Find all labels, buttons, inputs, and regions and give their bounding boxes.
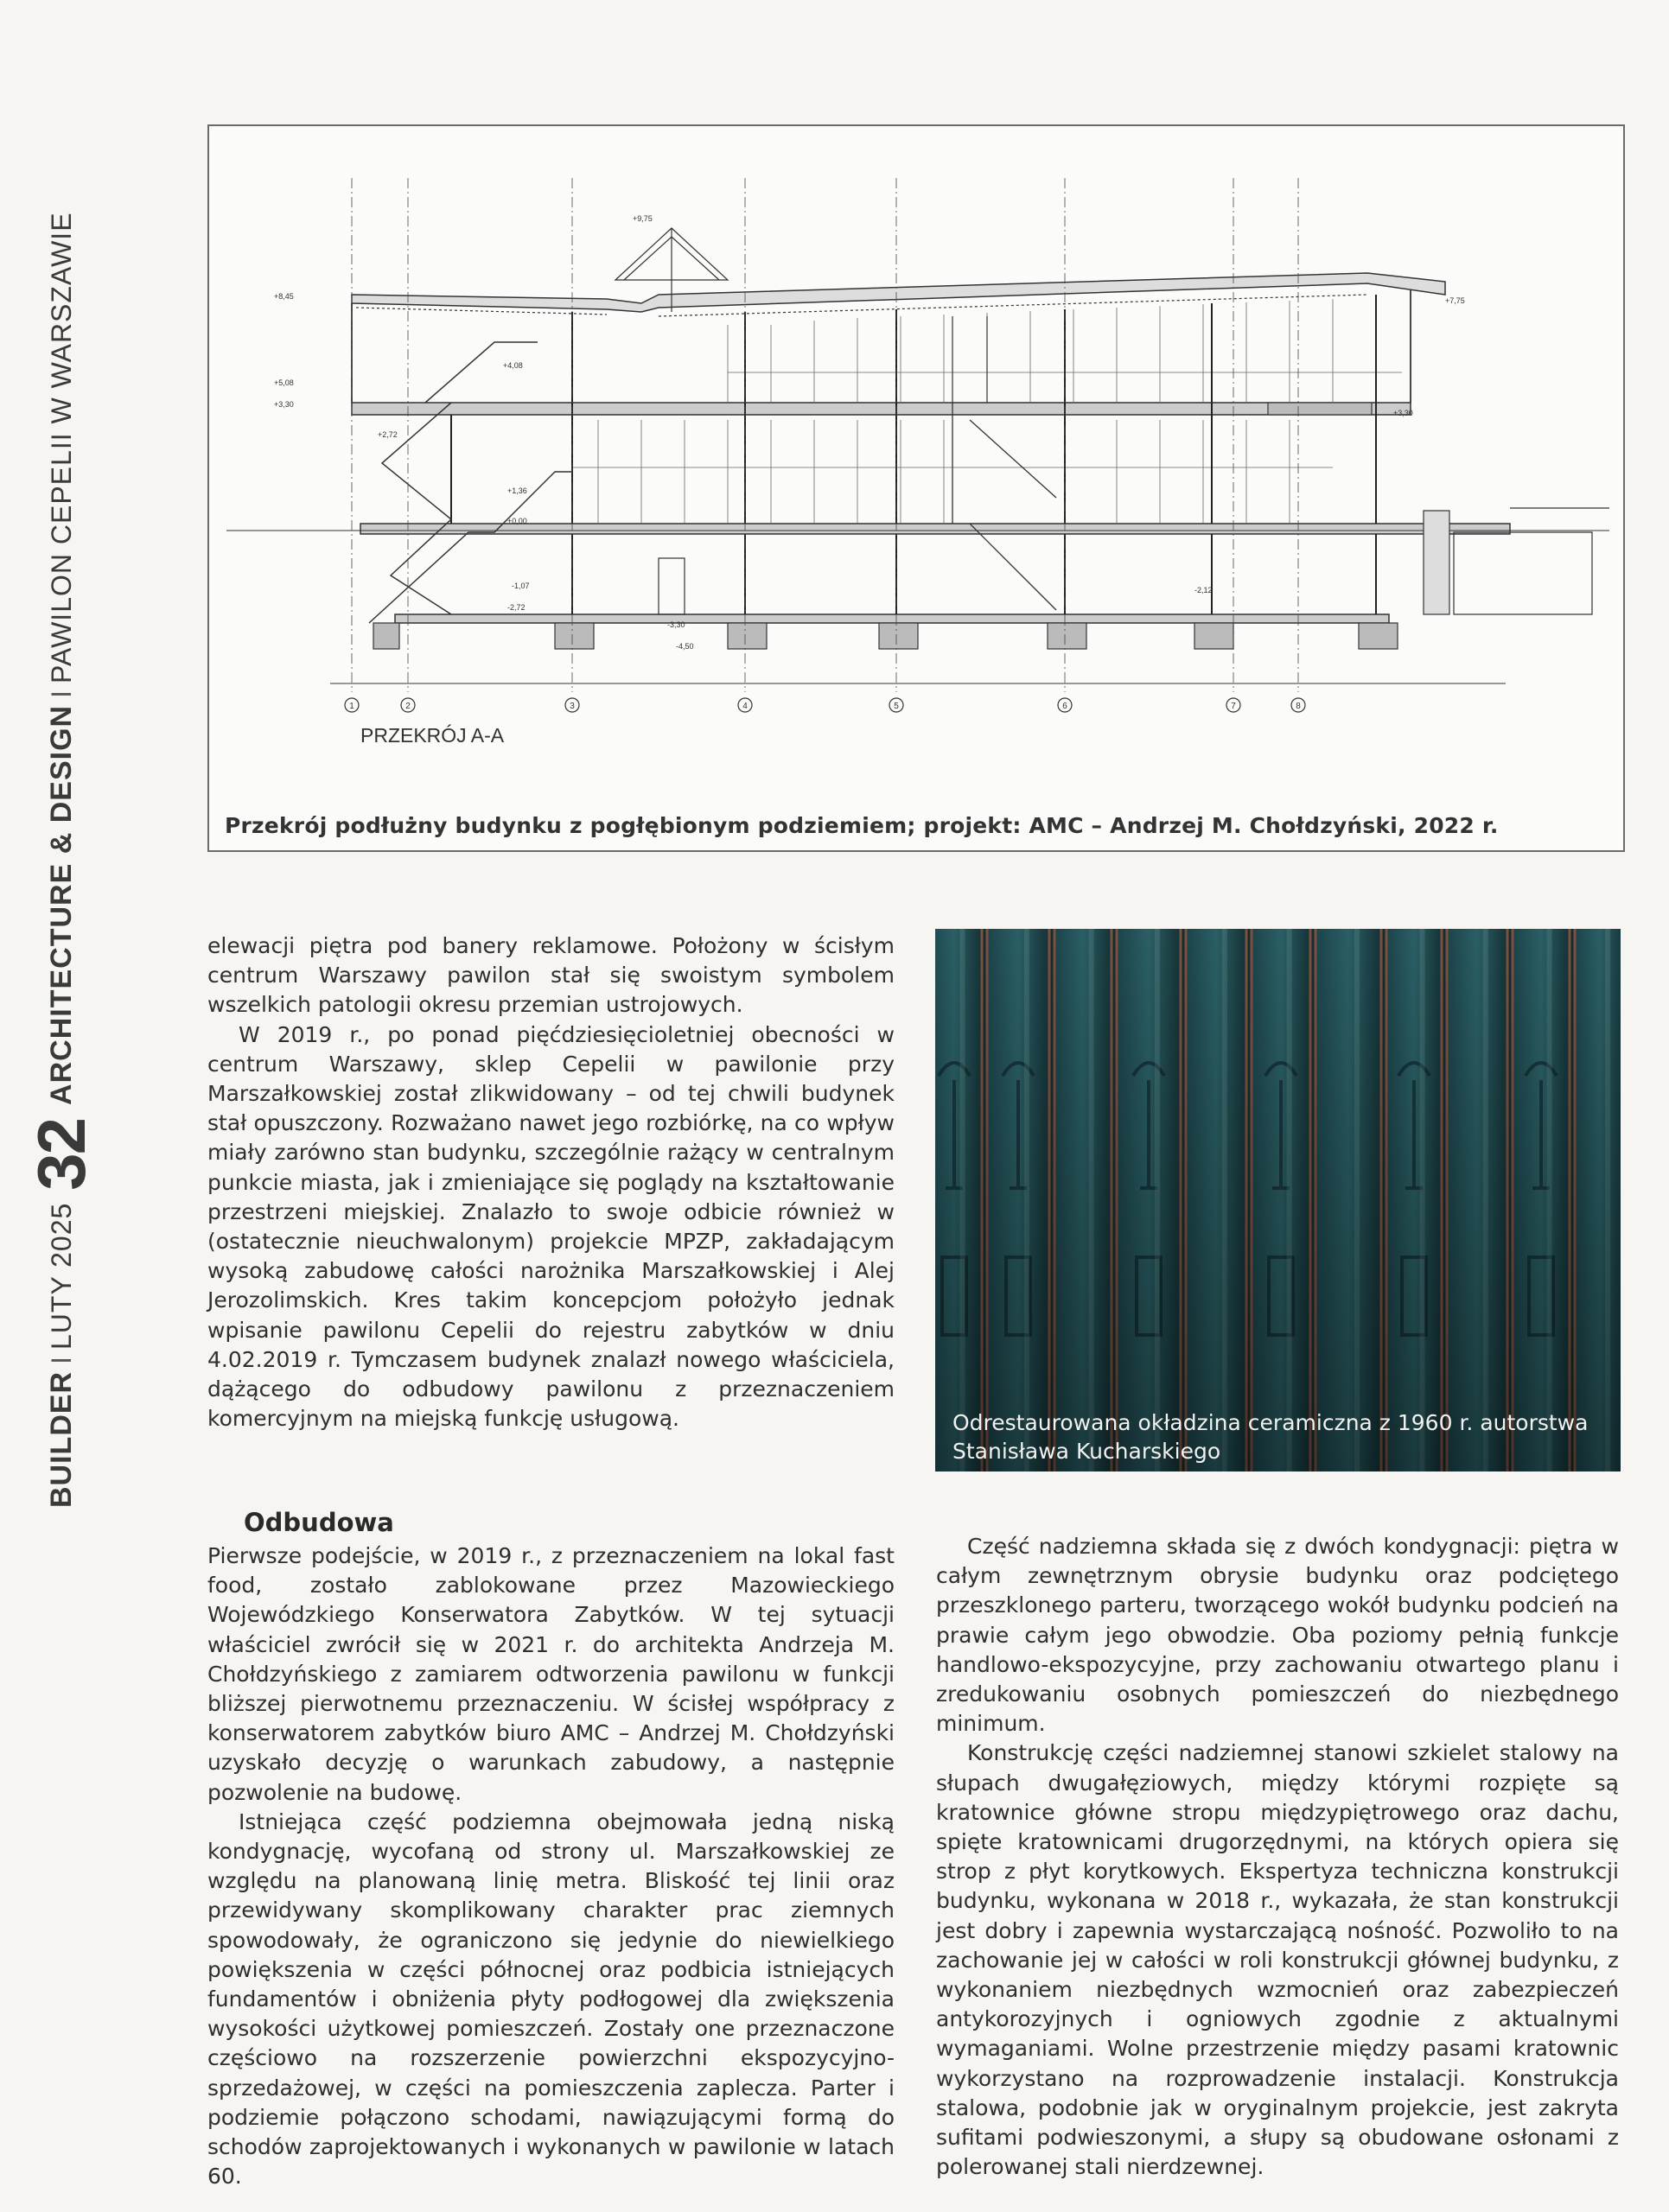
elevation-mark: +5,08	[274, 378, 294, 387]
paragraph: elewacji piętra pod banery reklamowe. Położony w ścisłym centrum Warszawy pawilon stał się swoistym symbolem wszelkich patologii okresu przemian ustrojowych.	[207, 933, 895, 1018]
elevation-mark: +0,00	[507, 517, 527, 525]
elevation-mark: -2,72	[507, 603, 526, 612]
header-separator-2: I	[45, 690, 77, 698]
paragraph: Istniejąca część podziemna obejmowała jedną niską kondygnację, wycofaną od strony ul. Marszałkowskiej ze względu na planowaną linię metra. Bliskość tej linii oraz przewidywany skomplikowany charakter prac ziemnych spowodowały, że ograniczono się jedynie do niewielkiego powiększenia w części północnej oraz podbicia istniejących fundamentów i obniżenia płyty podłogowej dla zwiększenia wysokości użytkowej pomieszczeń. Zostały one przeznaczone częściowo na rozszerzenie powierzchni ekspozycyjno-sprzedażowej, w części na pomieszczenia zaplecza. Parter i podziemie połączono schodami, nawiązującymi formą do schodów zaprojektowanych i wykonanych w pawilonie w latach 60.	[207, 1808, 895, 2190]
issue-date: LUTY 2025	[45, 1202, 77, 1350]
article-right-column	[936, 1532, 1619, 2182]
section-drawing-figure	[207, 124, 1625, 852]
photo-caption-line: Odrestaurowana okładzina ceramiczna z 1960 r. autorstwa	[952, 1410, 1589, 1435]
elevation-mark: +4,08	[503, 361, 523, 370]
ceramic-cladding-photo	[935, 929, 1621, 1471]
elevation-mark: +1,36	[507, 486, 527, 495]
article-subject: PAWILON CEPELII W WARSZAWIE	[45, 212, 77, 684]
axis-number: 2	[405, 702, 411, 711]
axis-number: 5	[894, 702, 899, 711]
section-heading: Odbudowa	[244, 1508, 394, 1537]
axis-number: 7	[1231, 702, 1236, 711]
elevation-mark: -2,12	[1194, 586, 1213, 594]
section-label: PRZEKRÓJ A-A	[360, 724, 505, 747]
magazine-name: BUILDER	[44, 1370, 78, 1508]
section-name: ARCHITECTURE & DESIGN	[44, 704, 78, 1105]
running-header	[22, 212, 100, 1508]
elevation-mark: +3,30	[274, 400, 294, 409]
paragraph: W 2019 r., po ponad pięćdziesięcioletniej obecności w centrum Warszawy, sklep Cepelii w pawilonie przy Marszałkowskiej został zlikwidowany – od tej chwili budynek stał opuszczony. Rozważano nawet jego rozbiórkę, na co wpływ miały zarówno stan budynku, szczególnie rażący w centralnym punkcie miasta, jak i zmieniające się poglądy na kształtowanie przestrzeni miejskiej. Znalazło to swoje odbicie również w (ostatecznie nieuchwalonym) projekcie MPZP, zakładającym wysoką zabudowę całości narożnika Marszałkowskiej i Alej Jerozolimskich. Kres takim koncepcjom położyło jednak wpisanie pawilonu Cepelii do rejestru zabytków w dniu 4.02.2019 r. Tymczasem budynek znalazł nowego właściciela, dążącego do odbudowy pawilonu z przeznaczeniem komercyjnym na miejską funkcję usługową.	[207, 1021, 895, 1432]
elevation-mark: +2,72	[378, 430, 398, 439]
figure-caption: Przekrój podłużny budynku z pogłębionym podziemiem; projekt: AMC – Andrzej M. Chołdzyński, 2022 r.	[225, 813, 1499, 838]
article-left-column-top	[207, 931, 895, 1433]
axis-number: 1	[349, 702, 354, 711]
axis-number: 8	[1296, 702, 1301, 711]
paragraph: Część nadziemna składa się z dwóch kondygnacji: piętra w całym zewnętrznym obrysie budynku oraz podciętego przeszklonego parteru, tworzącego wokół budynku podcień na prawie całym jego obwodzie. Oba poziomy pełnią funkcje handlowo-ekspozycyjne, przy zachowaniu otwartego planu i zredukowaniu osobnych pomieszczeń do niezbędnego minimum.	[936, 1534, 1619, 1737]
elevation-mark: +7,75	[1445, 296, 1465, 305]
elevation-mark: +9,75	[633, 214, 653, 223]
axis-number: 4	[742, 702, 748, 711]
axis-number: 6	[1062, 702, 1067, 711]
elevation-mark: +8,45	[274, 292, 294, 301]
section-drawing	[209, 126, 1623, 783]
header-separator: I	[45, 1357, 77, 1364]
ceramic-tiles-image	[935, 929, 1621, 1471]
elevation-mark: -1,07	[512, 582, 530, 590]
photo-caption-line: Stanisława Kucharskiego	[952, 1439, 1221, 1464]
photo-caption	[952, 1408, 1588, 1465]
elevation-mark: +3,30	[1393, 409, 1413, 417]
axis-number: 3	[570, 702, 575, 711]
article-left-column-bottom	[207, 1541, 895, 2191]
paragraph: Konstrukcję części nadziemnej stanowi szkielet stalowy na słupach dwugałęziowych, między którymi rozpięte są kratownice główne stropu międzypiętrowego oraz dachu, spięte kratownicami drugorzędnymi, na których opiera się strop z płyt korytkowych. Ekspertyza techniczna konstrukcji budynku, wykonana w 2018 r., wykazała, że stan konstrukcji jest dobry i zapewnia wystarczającą nośność. Pozwoliło to na zachowanie jej w całości w roli konstrukcji głównej budynku, z wykonaniem niezbędnych wzmocnień oraz zabezpieczeń antykorozyjnych i ogniowych zgodnie z aktualnymi wymaganiami. Wolne przestrzenie między pasami kratownic wykorzystano na rozprowadzenie instalacji. Konstrukcja stalowa, podobnie jak w oryginalnym projekcie, jest zakryta sufitami podwieszonymi, a słupy są obudowane osłonami z polerowanej stali nierdzewnej.	[936, 1740, 1619, 2180]
elevation-mark: -4,50	[676, 642, 694, 651]
elevation-mark: -3,30	[667, 620, 685, 629]
page-number: 32	[22, 1118, 99, 1191]
paragraph: Pierwsze podejście, w 2019 r., z przeznaczeniem na lokal fast food, zostało zablokowane przez Mazowieckiego Wojewódzkiego Konserwatora Zabytków. W tej sytuacji właściciel zwrócił się w 2021 r. do architekta Andrzeja M. Chołdzyńskiego z zamiarem odtworzenia pawilonu w funkcji bliższej pierwotnemu przeznaczeniu. W ścisłej współpracy z konserwatorem zabytków biuro AMC – Andrzej M. Chołdzyński uzyskało decyzję o warunkach zabudowy, a następnie pozwolenie na budowę.	[207, 1543, 895, 1805]
